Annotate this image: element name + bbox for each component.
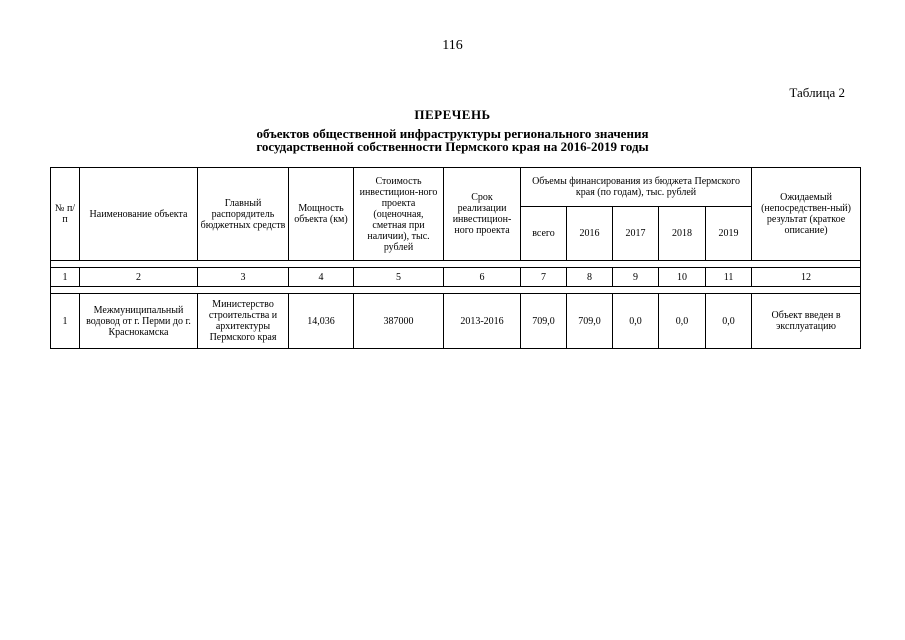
header-total: всего [521,207,567,261]
subtitle-line: объектов общественной инфраструктуры регионального значения [256,126,649,141]
cell-term: 2013-2016 [444,294,521,349]
column-number: 12 [752,268,861,287]
cell-cost: 387000 [354,294,444,349]
column-number: 2 [80,268,198,287]
gap-cell [51,261,861,268]
cell-name: Межмуниципальный водовод от г. Перми до г. Краснокамска [80,294,198,349]
column-number: 9 [613,268,659,287]
header-result: Ожидаемый (непосредствен-ный) результат (краткое описание) [752,168,861,261]
column-number-row [51,268,861,287]
column-number: 1 [51,268,80,287]
cell-2017: 0,0 [613,294,659,349]
table-header-row [51,168,861,207]
column-number: 7 [521,268,567,287]
cell-2019: 0,0 [706,294,752,349]
header-year-2016: 2016 [567,207,613,261]
column-number: 6 [444,268,521,287]
column-number: 8 [567,268,613,287]
document-title: ПЕРЕЧЕНЬ [414,107,491,122]
header-year-2017: 2017 [613,207,659,261]
header-cost: Стоимость инвестицион-ного проекта (оценочная, сметная при наличии), тыс. рублей [354,168,444,261]
cell-capacity: 14,036 [289,294,354,349]
header-num: № п/п [51,168,80,261]
subtitle-line: государственной собственности Пермского края на 2016-2019 годы [256,139,649,154]
table-label: Таблица 2 [789,85,845,100]
cell-2018: 0,0 [659,294,706,349]
column-number: 5 [354,268,444,287]
objects-table [50,167,861,349]
header-year-2019: 2019 [706,207,752,261]
column-number: 11 [706,268,752,287]
document-subtitle [0,127,905,153]
column-number: 4 [289,268,354,287]
header-funding: Объемы финансирования из бюджета Пермского края (по годам), тыс. рублей [521,168,752,207]
table-row [51,294,861,349]
cell-num: 1 [51,294,80,349]
header-name: Наименование объекта [80,168,198,261]
cell-total: 709,0 [521,294,567,349]
table-gap-row [51,261,861,268]
header-term: Срок реализации инвестицион-ного проекта [444,168,521,261]
cell-result: Объект введен в эксплуатацию [752,294,861,349]
column-number: 10 [659,268,706,287]
header-year-2018: 2018 [659,207,706,261]
page-number: 116 [442,38,463,53]
column-number: 3 [198,268,289,287]
cell-manager: Министерство строительства и архитектуры Пермского края [198,294,289,349]
cell-2016: 709,0 [567,294,613,349]
header-manager: Главный распорядитель бюджетных средств [198,168,289,261]
gap-cell [51,287,861,294]
header-capacity: Мощность объекта (км) [289,168,354,261]
table-gap-row [51,287,861,294]
